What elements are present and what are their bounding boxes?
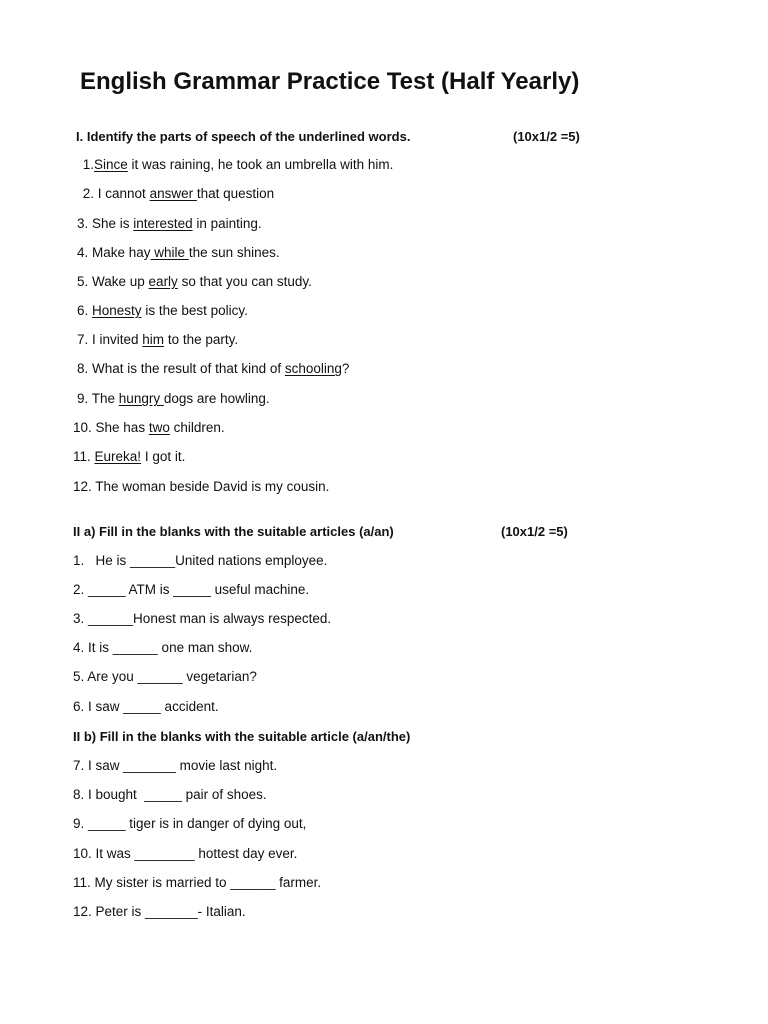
fill-blank-item: 3. ______Honest man is always respected. (73, 611, 332, 626)
fill-blank-item: 6. I saw _____ accident. (73, 699, 219, 714)
fill-blank-item: 11. My sister is married to ______ farmer. (73, 875, 322, 890)
fill-blank-item: 12. Peter is _______- Italian. (73, 904, 246, 919)
question-item: 4. Make hay while the sun shines. (77, 245, 280, 260)
fill-blank-item: 10. It was ________ hottest day ever. (73, 846, 298, 861)
question-item: 9. The hungry dogs are howling. (77, 391, 270, 406)
question-item: 11. Eureka! I got it. (73, 449, 186, 464)
question-item: 5. Wake up early so that you can study. (77, 274, 312, 289)
section2a-heading: II a) Fill in the blanks with the suitable articles (a/an) (73, 524, 394, 539)
question-item: 3. She is interested in painting. (77, 216, 262, 231)
section1-heading: I. Identify the parts of speech of the underlined words. (76, 129, 411, 144)
question-item: 12. The woman beside David is my cousin. (73, 479, 330, 494)
fill-blank-item: 5. Are you ______ vegetarian? (73, 669, 257, 684)
fill-blank-item: 7. I saw _______ movie last night. (73, 758, 278, 773)
fill-blank-item: 4. It is ______ one man show. (73, 640, 253, 655)
question-item: 10. She has two children. (73, 420, 225, 435)
question-item: 2. I cannot answer that question (79, 186, 275, 201)
question-item: 6. Honesty is the best policy. (77, 303, 248, 318)
page-title: English Grammar Practice Test (Half Yearly) (80, 68, 580, 95)
section2b-heading: II b) Fill in the blanks with the suitable article (a/an/the) (73, 729, 411, 744)
fill-blank-item: 2. _____ ATM is _____ useful machine. (73, 582, 310, 597)
fill-blank-item: 1. He is ______United nations employee. (73, 553, 328, 568)
section1-marks: (10x1/2 =5) (513, 129, 580, 144)
fill-blank-item: 8. I bought _____ pair of shoes. (73, 787, 267, 802)
question-item: 8. What is the result of that kind of schooling? (77, 361, 350, 376)
section2a-marks: (10x1/2 =5) (501, 524, 568, 539)
question-item: 1.Since it was raining, he took an umbrella with him. (79, 157, 394, 172)
fill-blank-item: 9. _____ tiger is in danger of dying out, (73, 816, 307, 831)
question-item: 7. I invited him to the party. (77, 332, 239, 347)
